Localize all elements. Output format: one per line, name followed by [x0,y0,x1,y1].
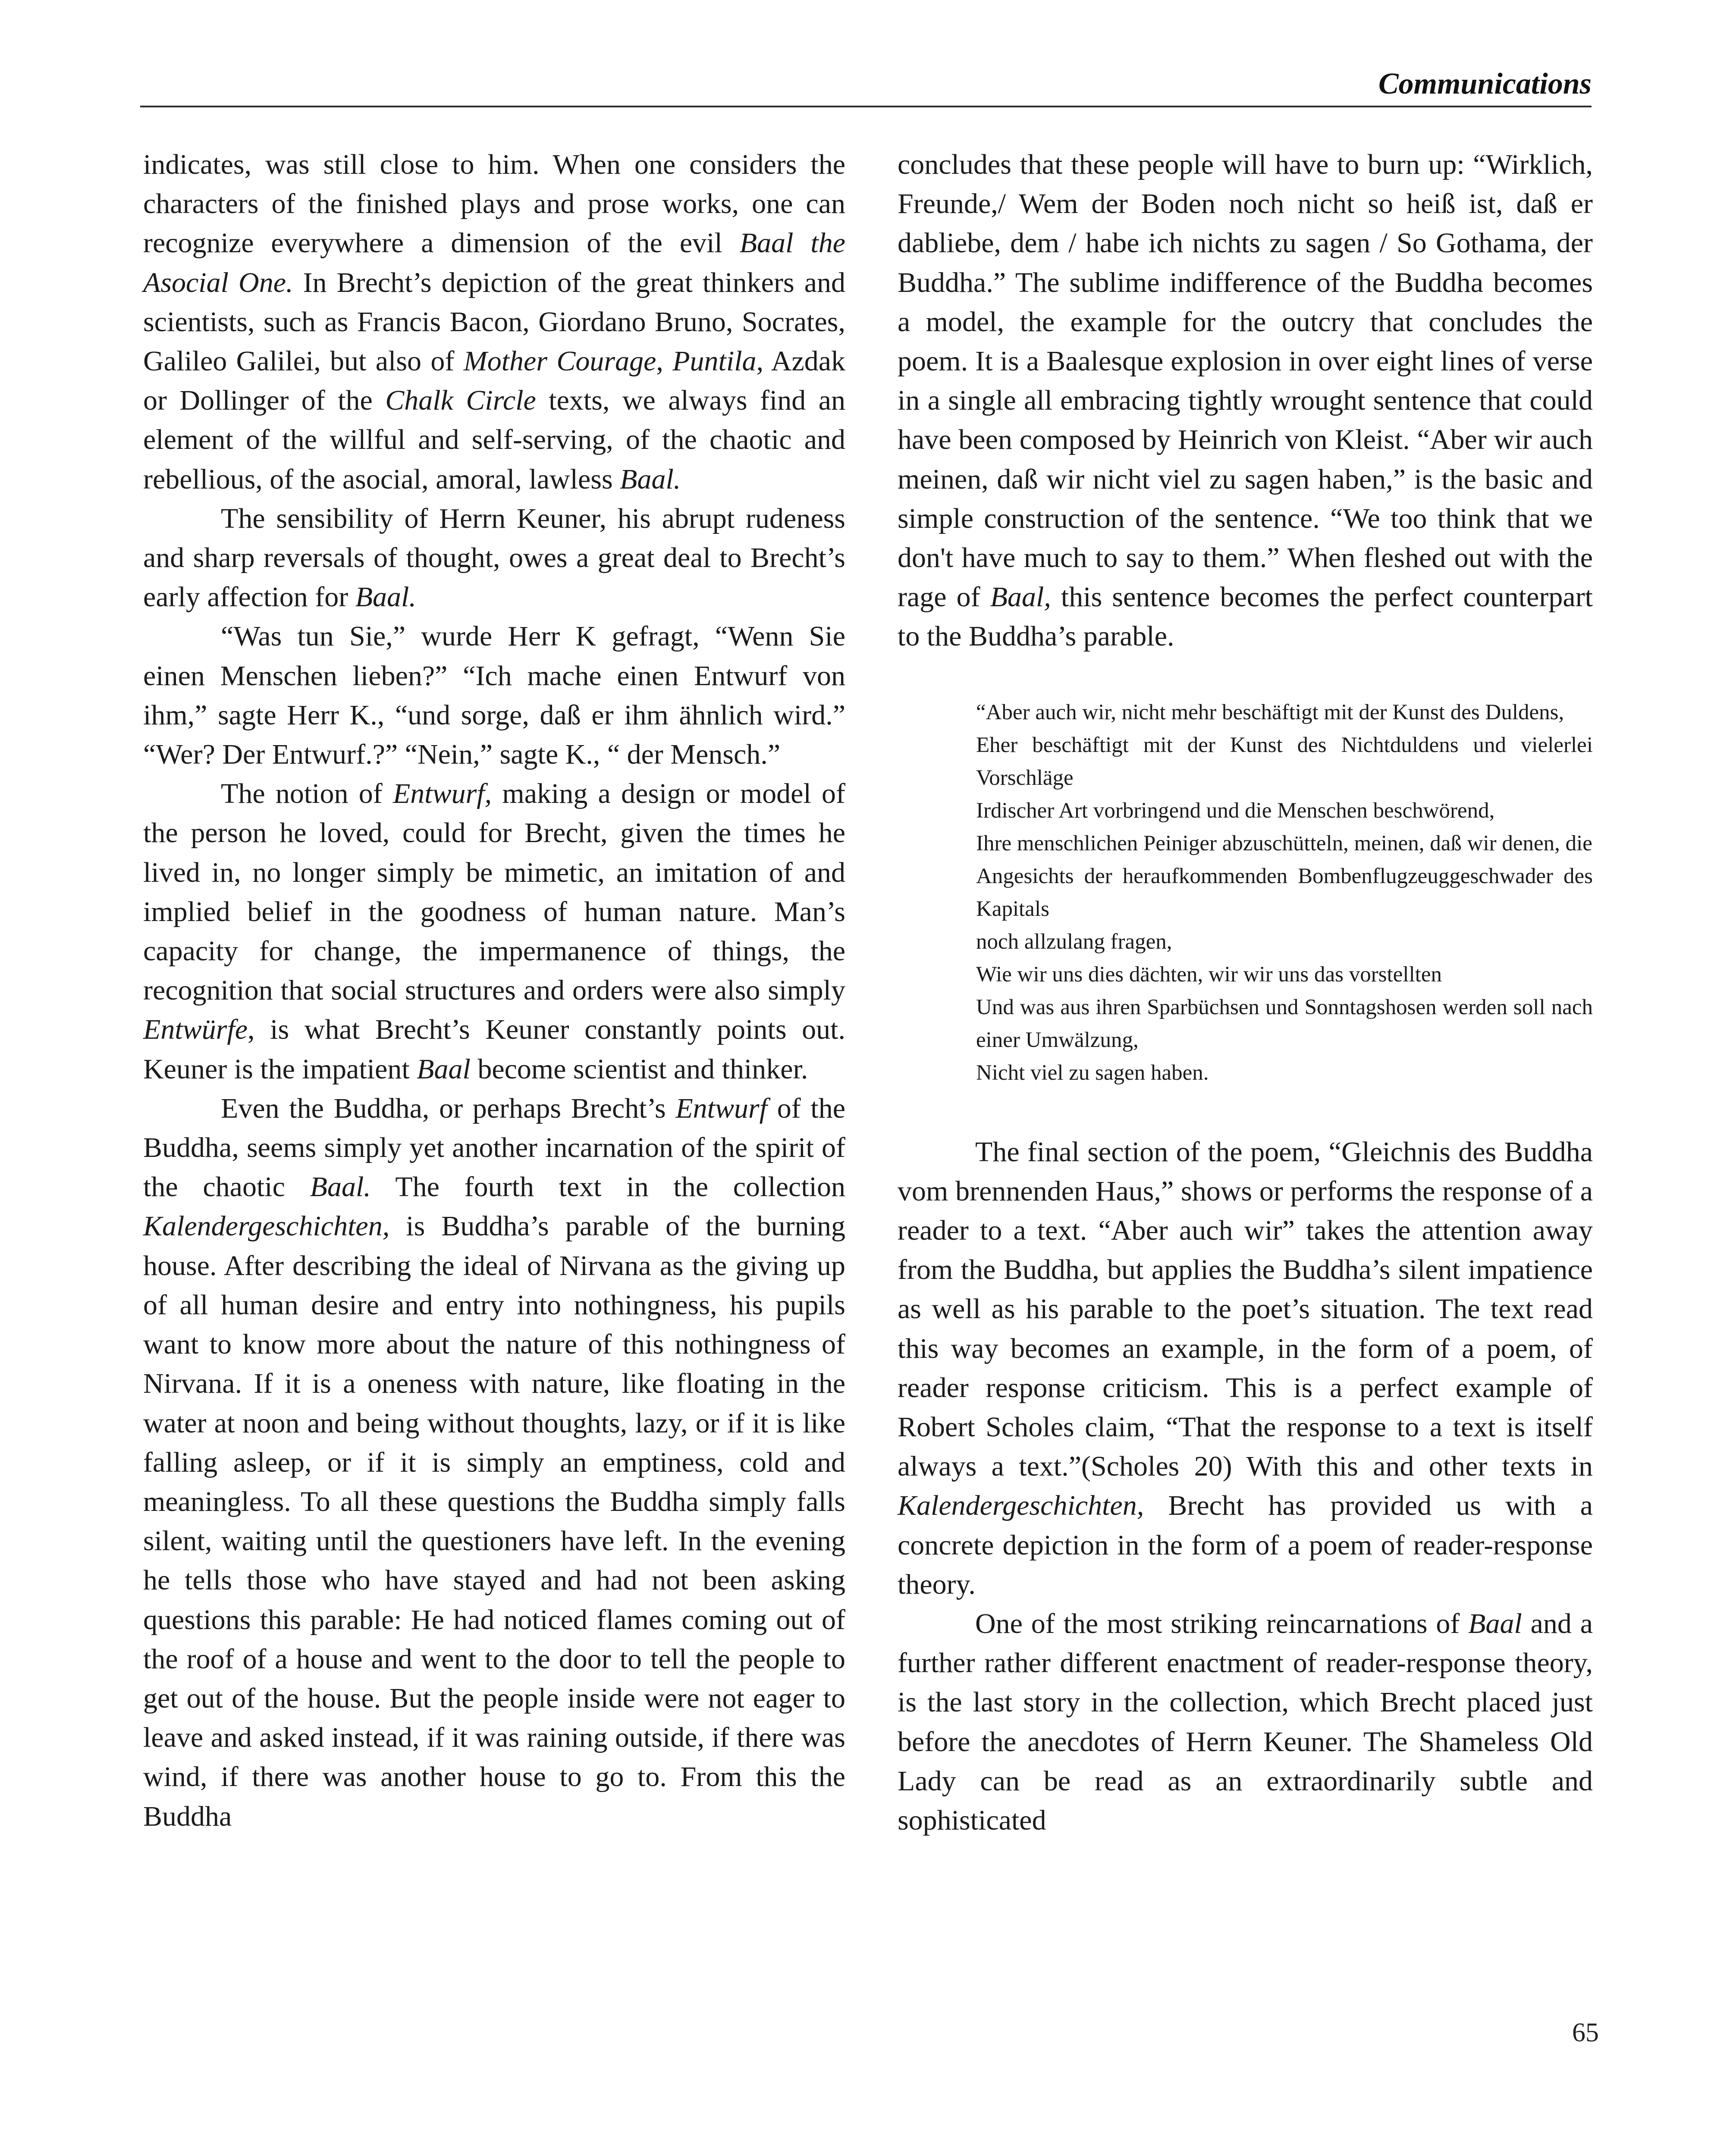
italic-title: Baal. [355,581,416,613]
paragraph [143,499,845,617]
poem-line: Ihre menschlichen Peiniger abzuschütteln, meinen, daß wir denen, die [976,831,1592,856]
paragraph [898,1132,1593,1604]
italic-title: Puntila [672,345,757,377]
italic-title: Baal, [990,581,1051,613]
text-run: One of the most striking reincarnations of [975,1608,1469,1640]
poem-line: Und was aus ihren Sparbüchsen und Sonntagshosen werden soll nach einer Umwälzung, [976,995,1593,1052]
text-run: “Was tun Sie,” wurde Herr K gefragt, “Wenn Sie einen Menschen lieben?” “Ich mache einen Entwurf von ihm,” sagte Herr K., “und sorge, daß er ihm ähnlich wird.” “Wer? Der Entwurf.?” “Nein,” sagte K., “ der Mensch.” [143,620,845,771]
text-run: making a design or model of the person he loved, could for Brecht, given the times he lived in, no longer simply be mimetic, an imitation of and implied belief in the goodness of human nature. Man’s capacity for change, the impermanence of things, the recognition that social structures and orders were also simply [143,778,845,1006]
italic-title: Mother Courage [463,345,656,377]
italic-title: Entwurf, [392,778,492,810]
text-run: , Azdak or Dollinger of the [143,345,846,417]
left-column [143,145,845,1836]
page-number: 65 [1572,2018,1599,2047]
italic-title: Baal the Asocial One. [143,227,845,298]
text-run: In Brecht’s depiction of the great thinkers and scientists, such as Francis Bacon, Giordano Bruno, Socrates, Galileo Galilei, but also of [143,266,845,377]
text-run: indicates, was still close to him. When one considers the characters of the finished plays and prose works, one can recognize everywhere a dimension of the evil [143,149,845,259]
text-run: concludes that these people will have to burn up: “Wirklich, Freunde,/ Wem der Boden noch nicht so heiß ist, daß er dabliebe, dem / habe ich nichts zu sagen / So Gothama, der Buddha.” The sublime indifference of the Buddha becomes a model, the example for the outcry that concludes the poem. It is a Baalesque explosion in over eight lines of verse in a single all embracing tightly wrought sentence that could have been composed by Heinrich von Kleist. “Aber wir auch meinen, daß wir nicht viel zu sagen haben,” is the basic and simple construction of the sentence. “We too think that we don't have much to say to them.” When fleshed out with the rage of [898,149,1593,613]
poem-line: Eher beschäftigt mit der Kunst des Nichtduldens und vielerlei Vorschläge [976,733,1593,790]
italic-title: Entwürfe [143,1014,248,1046]
paragraph [898,1604,1593,1840]
poem-line: Wie wir uns dies dächten, wir wir uns das vorstellten [976,962,1442,987]
italic-title: Baal [1468,1608,1522,1640]
italic-title: Entwurf [675,1092,768,1124]
text-run: of the Buddha, seems simply yet another incarnation of the spirit of the chaotic [143,1092,846,1203]
section-title: Communications [1378,67,1592,100]
text-run: The fourth text in the collection [370,1171,845,1203]
italic-title: Baal [417,1053,471,1085]
poem-line: “Aber auch wir, nicht mehr beschäftigt mit der Kunst des Duldens, [976,700,1564,724]
text-run: become scientist and thinker. [470,1053,808,1085]
poem-line: noch allzulang fragen, [976,929,1172,954]
italic-title: Baal. [310,1171,371,1203]
running-header [140,65,1592,107]
text-run: is Buddha’s parable of the burning house. After describing the ideal of Nirvana as the giving up of all human desire and entry into nothingness, his pupils want to know more about the nature of this nothingness of Nirvana. If it is a oneness with nature, like floating in the water at noon and being without thoughts, lazy, or if it is like falling asleep, or if it is simply an emptiness, cold and meaningless. To all these questions the Buddha simply falls silent, waiting until the questioners have left. In the evening he tells those who have stayed and had not been asking questions this parable: He had noticed flames coming out of the roof of a house and went to the door to tell the people to get out of the house. But the people inside were not eager to leave and asked instead, if it was raining outside, if there was wind, if there was another house to go to. From this the Buddha [143,1210,845,1832]
right-column [898,145,1593,1840]
paragraph [143,1089,845,1836]
text-run: Even the Buddha, or perhaps Brecht’s [221,1092,676,1124]
text-run: , [656,345,673,377]
poem-line: Irdischer Art vorbringend und die Menschen beschwörend, [976,798,1495,823]
text-run: this sentence becomes the perfect counterpart to the Buddha’s parable. [898,581,1593,652]
text-run: texts, we always find an element of the willful and self-serving, of the chaotic and rebellious, of the asocial, amoral, lawless [143,385,845,495]
text-run: and a further rather different enactment of reader-response theory, is the last story in the collection, which Brecht placed just before the anecdotes of Herrn Keuner. The Shameless Old Lady can be read as an extraordinarily subtle and sophisticated [898,1608,1593,1836]
right-column-intro [898,145,1593,656]
italic-title: Kalendergeschichten, [898,1490,1144,1522]
poem-line: Nicht viel zu sagen haben. [976,1060,1209,1085]
paragraph [143,617,845,774]
poem-line: Angesichts der heraufkommenden Bombenflugzeuggeschwader des Kapitals [976,864,1593,921]
italic-title: Kalendergeschichten, [143,1210,390,1242]
text-run: The final section of the poem, “Gleichnis des Buddha vom brennenden Haus,” shows or performs the response of a reader to a text. “Aber auch wir” takes the attention away from the Buddha, but applies the Buddha’s silent impatience as well as his parable to the poet’s situation. The text read this way becomes an example, in the form of a poem, of reader response criticism. This is a perfect example of Robert Scholes claim, “That the response to a text is itself always a text.”(Scholes 20) With this and other texts in [898,1136,1593,1482]
text-run: The notion of [221,778,393,810]
paragraph [143,145,845,499]
text-run: The sensibility of Herrn Keuner, his abrupt rudeness and sharp reversals of thought, owes a great deal to Brecht’s early affection for [143,502,845,613]
text-run: Brecht has provided us with a concrete depiction in the form of a poem of reader-response theory. [898,1490,1593,1600]
poem-block-quote [976,696,1593,1089]
text-run: , is what Brecht’s Keuner constantly points out. Keuner is the impatient [143,1014,845,1085]
italic-title: Baal. [620,463,681,495]
right-column-continuation [898,1132,1593,1840]
paragraph [143,774,845,1089]
paragraph [898,145,1593,656]
italic-title: Chalk Circle [385,385,536,417]
